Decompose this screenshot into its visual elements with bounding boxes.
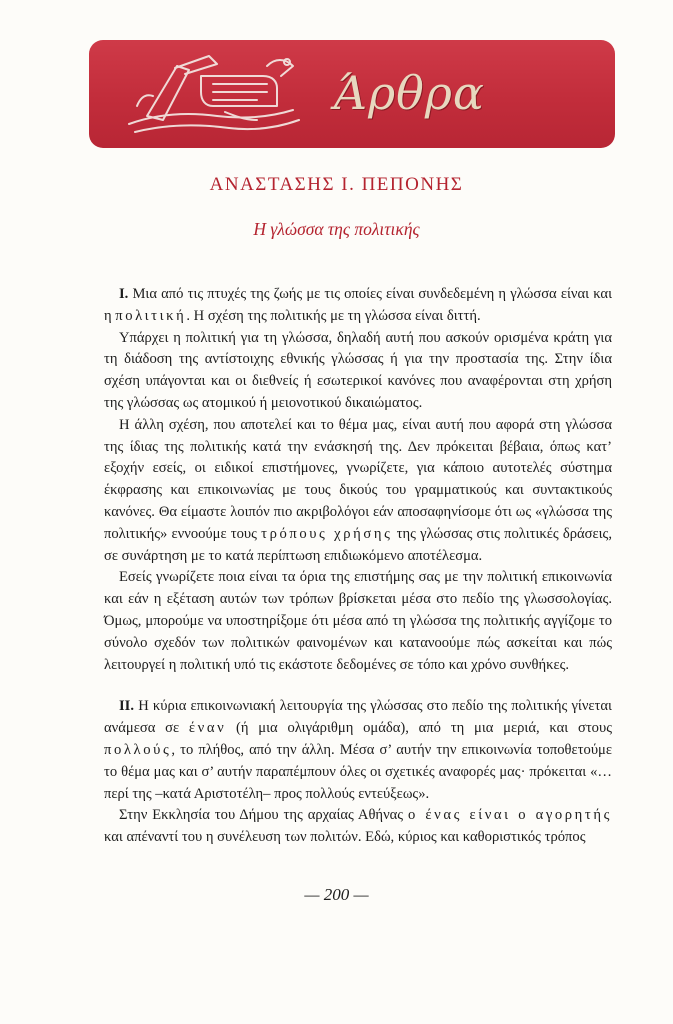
paragraph (104, 805, 612, 849)
paragraph (104, 284, 612, 328)
emphasis-text: πολιτική (115, 307, 187, 324)
emphasis-text: έναν (188, 720, 227, 737)
section-banner (89, 40, 615, 148)
emphasis-text: τρόπους χρήσης (261, 525, 393, 542)
text-run: Εσείς γνωρίζετε ποια είναι τα όρια της επιστήμης σας με την πολιτική επικοινωνία και εάν η εξέταση αυτών των τρόπων βρίσκεται μέσα στο πεδίο της γλωσσολογίας. Όμως, μπορούμε να υποστηρίξομε ότι μέσα από τη γλώσσα της πολιτικής αγγίζομε το σύνολο σχεδόν των πολιτικών φαινομένων και κατανοούμε πώς ασκείται και πώς λειτουργεί η πολιτική υπό τις εκάστοτε δεδομένες σε τόπο και χρόνο συνθήκες. (104, 569, 612, 673)
paragraph (104, 328, 612, 415)
text-run: της γλώσσας στις πολιτικές δράσεις, σε συνάρτηση με το κατά περίπτωση επιδιωκόμενο αποτέλεσμα. (104, 525, 612, 564)
paragraph (104, 696, 612, 805)
text-run: , το πλήθος, από την άλλη. Μέσα σ’ αυτήν την επικοινωνία τοποθετούμε το θέμα μας και σ’ αυτήν παραπέμπουν όλες οι σχετικές αναφορές μας· πρόκειται «…περί της –κατά Αριστοτέλη– προς πολλούς εντεύξεως». (104, 741, 612, 802)
text-run: Μια από τις πτυχές της ζωής με τις οποίες είναι συνδεδεμένη η γλώσσα είναι και η (104, 286, 612, 324)
section-numeral: I. (119, 286, 129, 302)
page-number: — 200 — (304, 885, 369, 904)
paragraph (104, 567, 612, 676)
article-author: ΑΝΑΣΤΑΣΗΣ Ι. ΠΕΠΟΝΗΣ (209, 174, 464, 195)
emphasis-text: ο ένας είναι ο αγορητής (408, 807, 612, 824)
emphasis-text: πολλούς (104, 741, 172, 758)
text-run: . Η σχέση της πολιτικής με τη γλώσσα είναι διττή. (186, 307, 481, 324)
text-run: και απέναντί του η συνέλευση των πολιτών. Εδώ, κύριος και καθοριστικός τρόπος (104, 829, 586, 846)
text-run: Στην Εκκλησία του Δήμου της αρχαίας Αθήνας (119, 807, 408, 824)
text-run: Η άλλη σχέση, που αποτελεί και το θέμα μας, είναι αυτή που αφορά στη γλώσσα της ίδιας της πολιτικής κατά την ενάσκησή της. Δεν πρόκειται βέβαια, όπως κατ’ εξοχήν εσείς, οι ειδικοί επιστήμονες, γνωρίζετε, για κάποιο αυτοτελές σύστημα έκφρασης και επικοινωνίας με τους δικούς του γραμματικούς και συντακτικούς κανόνες. Θα είμαστε λοιπόν πιο ακριβολόγοι εάν αποσαφηνίσομε ότι ως «γλώσσα της πολιτικής» εννοούμε τους (104, 416, 612, 542)
text-run: Υπάρχει η πολιτική για τη γλώσσα, δηλαδή αυτή που ασκούν ορισμένα κράτη για τη διάδοση της αντίστοιχης εθνικής γλώσσας ή για την προστασία της. Στην ίδια σχέση υπάγονται και οι διεθνείς ή εσωτερικοί κανόνες που αναφέρονται στη χρήση της γλώσσας ως ατομικού ή μειονοτικού δικαιώματος. (104, 329, 612, 411)
section-numeral: II. (119, 698, 135, 715)
paragraph (104, 415, 612, 568)
text-run: Η κύρια επικοινωνιακή λειτουργία της γλώσσας στο πεδίο της πολιτικής γίνεται ανάμεσα σε (104, 698, 612, 737)
article-body (104, 284, 612, 849)
article-title: Η γλώσσα της πολιτικής (253, 219, 420, 239)
text-run: (ή μια ολιγάριθμη ομάδα), από τη μια μεριά, και στους (226, 720, 612, 737)
pen-scroll-ornament-icon (117, 46, 307, 144)
section-title: Άρθρα (333, 66, 485, 120)
